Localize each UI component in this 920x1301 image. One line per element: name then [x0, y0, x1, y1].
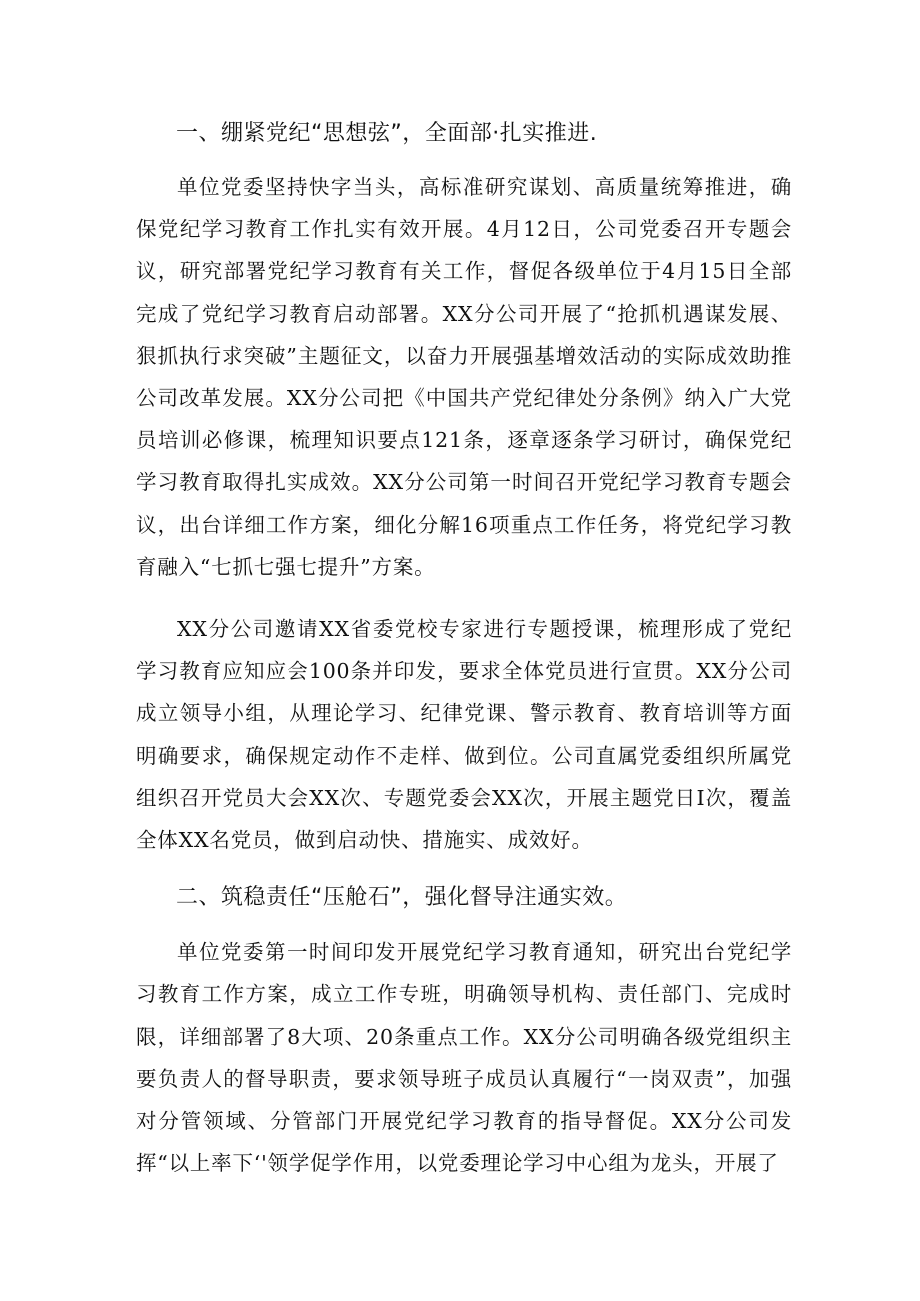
paragraph-1: 单位党委坚持快字当头，高标准研究谋划、高质量统筹推进，确保党纪学习教育工作扎实有效开展。4月12日，公司党委召开专题会议，研究部署党纪学习教育有关工作，督促各级单位于4月15日全部完成了党纪学习教育启动部署。XX分公司开展了“抢抓机遇谋发展、狠抓执行求突破”主题征文，以奋力开展强基增效活动的实际成效助推公司改革发展。XX分公司把《中国共产党纪律处分条例》纳入广大党员培训必修课，梳理知识要点121条，逐章逐条学习研讨，确保党纪学习教育取得扎实成效。XX分公司第一时间召开党纪学习教育专题会议，出台详细工作方案，细化分解16项重点工作任务，将党纪学习教育融入“七抓七强七提升”方案。 [136, 175, 792, 579]
document-body [136, 113, 792, 1184]
section-heading-1: 一、绷紧党纪“思想弦”，全面部·扎实推进. [176, 121, 598, 146]
section-heading-2: 二、筑稳责任“压舱石”，强化督导注通实效。 [176, 885, 628, 911]
paragraph-3: 单位党委第一时间印发开展党纪学习教育通知，研究出台党纪学习教育工作方案，成立工作专班，明确领导机构、责任部门、完成时限，详细部署了8大项、20条重点工作。XX分公司明确各级党组织主要负责人的督导职责，要求领导班子成员认真履行“一岗双责”，加强对分管领域、分管部门开展党纪学习教育的指导督促。XX分公司发挥“以上率下‘'领学促学作用，以党委理论学习中心组为龙头，开展了 [136, 940, 792, 1176]
paragraph-2: XX分公司邀请XX省委党校专家进行专题授课，梳理形成了党纪学习教育应知应会100条并印发，要求全体党员进行宣贯。XX分公司成立领导小组，从理论学习、纪律党课、警示教育、教育培训等方面明确要求，确保规定动作不走样、做到位。公司直属党委组织所属党组织召开党员大会XX次、专题党委会XX次，开展主题党日I次，覆盖全体XX名党员，做到启动快、措施实、成效好。 [136, 617, 792, 853]
